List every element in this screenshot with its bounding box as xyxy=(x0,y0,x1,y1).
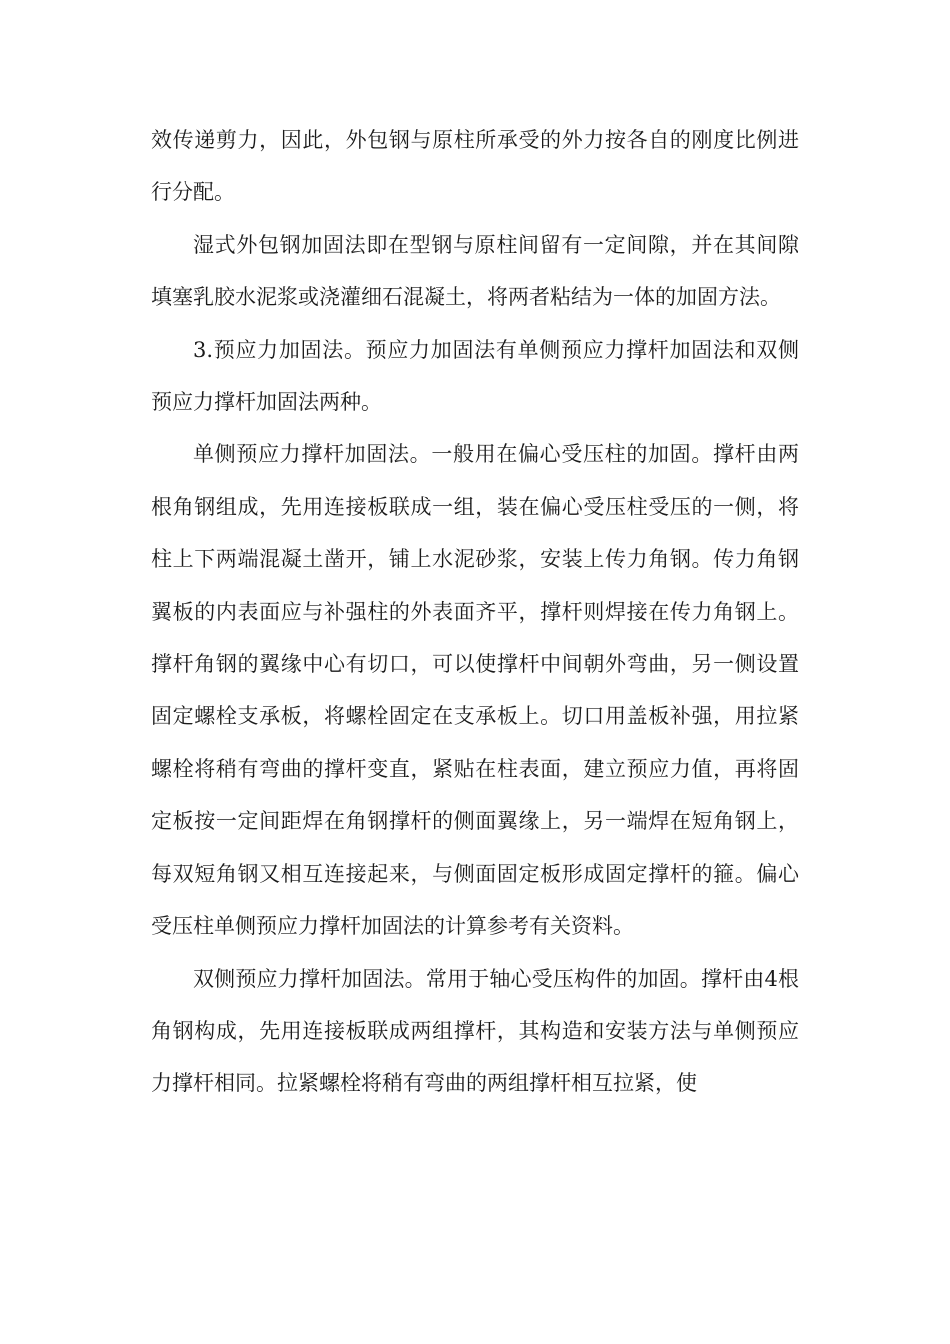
paragraph-wet-steel-jacketing: 湿式外包钢加固法即在型钢与原柱间留有一定间隙，并在其间隙填塞乳胶水泥浆或浇灌细石混凝土，将两者粘结为一体的加固方法。 xyxy=(151,232,799,310)
body-text xyxy=(151,114,799,1110)
paragraph-double-side-strut: 双侧预应力撑杆加固法。常用于轴心受压构件的加固。撑杆由4根角钢构成，先用连接板联成两组撑杆，其构造和安装方法与单侧预应力撑杆相同。拉紧螺栓将稍有弯曲的两组撑杆相互拉紧，使 xyxy=(151,966,799,1096)
paragraph-single-side-strut: 单侧预应力撑杆加固法。一般用在偏心受压柱的加固。撑杆由两根角钢组成，先用连接板联成一组，装在偏心受压柱受压的一侧，将柱上下两端混凝土凿开，铺上水泥砂浆，安装上传力角钢。传力角钢翼板的内表面应与补强柱的外表面齐平，撑杆则焊接在传力角钢上。撑杆角钢的翼缘中心有切口，可以使撑杆中间朝外弯曲，另一侧设置固定螺栓支承板，将螺栓固定在支承板上。切口用盖板补强，用拉紧螺栓将稍有弯曲的撑杆变直，紧贴在柱表面，建立预应力值，再将固定板按一定间距焊在角钢撑杆的侧面翼缘上，另一端焊在短角钢上，每双短角钢又相互连接起来，与侧面固定板形成固定撑杆的箍。偏心受压柱单侧预应力撑杆加固法的计算参考有关资料。 xyxy=(151,442,799,939)
paragraph-prestress-method: 3.预应力加固法。预应力加固法有单侧预应力撑杆加固法和双侧预应力撑杆加固法两种。 xyxy=(151,337,799,415)
paragraph-continuation: 效传递剪力，因此，外包钢与原柱所承受的外力按各自的刚度比例进行分配。 xyxy=(151,128,799,205)
